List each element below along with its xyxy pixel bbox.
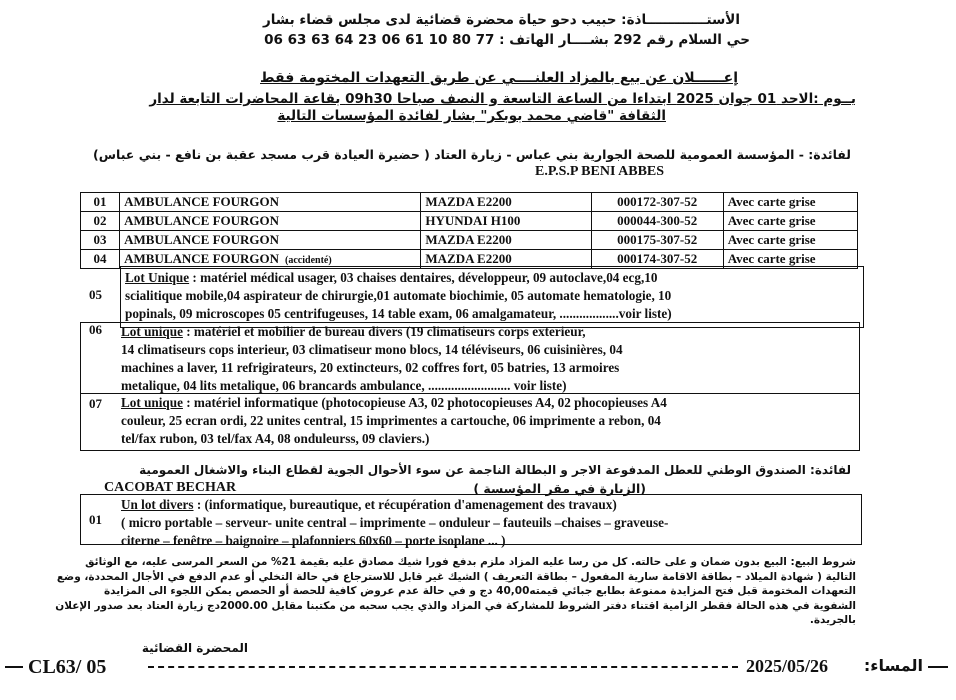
section2-org-code: CACOBAT BECHAR — [104, 480, 237, 495]
lot-heading: Lot unique — [121, 395, 183, 410]
condition-line: الشفوية في هذه الحالة فقطر الزامية اقتناء دفتر الشروط للمشاركة في المزاد والذي يجب سحبه من مكتبنا مقابل 2000.00دج زيارة العتاد بعد صدور الإعلان — [55, 599, 856, 612]
lot-line: tel/fax rubon, 03 tel/fax A4, 08 onduleurss, 09 claviers.) — [121, 431, 430, 446]
lot-line: : matériel et mobilier de bureau divers (19 climatiseurs corps exterieur, — [182, 324, 586, 339]
lot-heading: Lot Unique — [125, 270, 190, 285]
vehicle-row — [81, 231, 858, 250]
vehicle-document-text: Avec carte grise — [727, 194, 816, 209]
lot-line: popinals, 09 microscopes 05 centrifugeuses, 14 table exam, 06 amalgamateur, ..................voir liste) — [125, 306, 672, 321]
announcement-line2: الثقافة "قاضي محمد بوبكر" بشار لفائدة المؤسسات التالية — [277, 108, 666, 124]
vehicle-registration-text: 000044-300-52 — [617, 213, 698, 228]
vehicle-description-text: AMBULANCE FOURGON — [124, 251, 280, 266]
lot-number: 06 — [89, 322, 102, 337]
lot-line: : matériel médical usager, 03 chaises dentaires, développeur, 09 autoclave,04 ecg,10 — [189, 270, 658, 285]
announcement-line1: يــوم :الاحد 01 جوان 2025 ابتداءا من الساعة التاسعة و النصف صباحا 09h30 بقاعة المحاضرات التابعة لدار — [149, 91, 856, 107]
vehicle-description — [120, 193, 421, 212]
condition-line: التالية ( شهادة الميلاد – بطاقة الاقامة سارية المفعول – بطاقة التعريف ) الشيك غير قابل للاسترجاع في حالة التخلي أو عدم الدفع في الأجال المحددة، وضع — [56, 570, 856, 583]
vehicle-brand — [421, 193, 591, 212]
vehicle-description — [120, 231, 421, 250]
vehicle-document-text: Avec carte grise — [727, 232, 816, 247]
vehicle-number-text: 04 — [93, 251, 107, 266]
vehicle-number — [81, 250, 120, 269]
lot-box-05 — [120, 266, 864, 328]
vehicle-brand-text: MAZDA E2200 — [425, 194, 512, 209]
lot-line: scialitique mobile,04 aspirateur de chirurgie,01 automate biochimie, 05 automate hematologie, 10 — [125, 288, 672, 303]
footer-rule-left — [5, 666, 23, 668]
vehicle-brand — [421, 231, 591, 250]
condition-line: بالجريدة. — [809, 614, 856, 626]
vehicle-registration-text: 000175-307-52 — [617, 232, 698, 247]
lot-line: : (informatique, bureautique, et récupération d'amenagement des travaux) — [193, 497, 617, 512]
lawyer-address: حي السلام رقم 292 بشــــار الهاتف : 77 80 10 61 06 23 64 63 63 06 — [264, 32, 750, 48]
footer-rule-right — [928, 666, 948, 668]
lot-line: ( micro portable – serveur- unite central – imprimente – onduleur – fauteuils –chaises – graveuse- — [121, 515, 669, 530]
condition-line: التعهدات المختومة قبل فتح المزايدة ممنوعة بطابع جبائي قيمته40,00 دج و في حالة عدم عروض كافية للحصة أو الحصص يمكن اللجوء الى المزايدة — [103, 585, 856, 597]
footer-date-label: المساء: — [863, 656, 923, 675]
lot-line: couleur, 25 ecran ordi, 22 unites central, 15 imprimentes a cartouche, 06 imprimente a rebon, 04 — [121, 413, 661, 428]
vehicle-brand — [421, 212, 591, 231]
vehicle-document — [723, 231, 857, 250]
vehicle-brand-text: MAZDA E2200 — [425, 251, 512, 266]
vehicle-document-text: Avec carte grise — [727, 213, 816, 228]
condition-line: شروط البيع: البيع بدون ضمان و على حالته. كل من رسا عليه المزاد ملزم بدفع فورا شيك مصادق عليه بقيمة 21% من السعر المرسى عليه، مع الوثائق — [85, 556, 856, 568]
vehicle-number — [81, 231, 120, 250]
lot-line: : matériel informatique (photocopieuse A3, 02 photocopieuses A4, 02 phocopieuses A4 — [182, 395, 667, 410]
vehicle-note: (accidenté) — [285, 255, 332, 266]
vehicle-row — [81, 193, 858, 212]
lot-number: 01 — [89, 512, 102, 527]
announcement-title: إعــــــلان عن بيع بالمزاد العلنــــي عن طريق التعهدات المختومة فقط — [260, 70, 738, 86]
section2-beneficiary: لفائدة: الصندوق الوطني للعطل المدفوعة الاجر و البطالة الناجمة عن سوء الأحوال الجوية لقطاع البناء والاشغال العمومية — [139, 463, 851, 477]
lot-line: 14 climatiseurs cops interieur, 03 climatiseur mono blocs, 14 téléviseurs, 06 cuisinières, 04 — [121, 342, 623, 357]
vehicles-table — [80, 192, 858, 269]
vehicle-number-text: 03 — [93, 232, 107, 247]
lot-number: 05 — [89, 287, 102, 302]
vehicle-number — [81, 193, 120, 212]
section1-org-code: E.P.S.P BENI ABBES — [535, 164, 665, 179]
section1-beneficiary: لفائدة: - المؤسسة العمومية للصحة الجوارية بني عباس - زيارة العتاد ( حضيرة العيادة قرب مسجد عقبة بن نافع - بني عباس) — [93, 147, 851, 162]
vehicle-registration — [591, 193, 723, 212]
vehicle-description-text: AMBULANCE FOURGON — [124, 194, 280, 209]
vehicle-registration — [591, 212, 723, 231]
vehicle-document — [723, 212, 857, 231]
vehicle-registration-text: 000174-307-52 — [617, 251, 698, 266]
lot-number: 07 — [89, 396, 102, 411]
bailiff-signature: المحضرة القضائية — [141, 641, 248, 655]
lot-line: metalique, 04 lits metalique, 06 brancards ambulance, ......................... voir liste) — [121, 378, 567, 393]
lawyer-name: الأستـــــــــــــاذة: حبيب دحو حياة محضرة قضائية لدى مجلس قضاء بشار — [263, 12, 740, 28]
vehicle-document — [723, 193, 857, 212]
lot-heading: Lot unique — [121, 324, 183, 339]
sale-conditions — [55, 555, 856, 628]
lot-heading: Un lot divers — [121, 497, 194, 512]
vehicle-brand-text: HYUNDAI H100 — [425, 213, 521, 228]
vehicle-registration-text: 000172-307-52 — [617, 194, 698, 209]
vehicle-description — [120, 212, 421, 231]
vehicle-brand-text: MAZDA E2200 — [425, 232, 512, 247]
footer-ref: CL63/ 05 — [28, 656, 107, 678]
vehicle-number-text: 02 — [93, 213, 107, 228]
vehicle-description-text: AMBULANCE FOURGON — [124, 232, 280, 247]
vehicle-number — [81, 212, 120, 231]
section2-visit: (الزيارة في مقر المؤسسة ) — [473, 481, 646, 496]
vehicle-document-text: Avec carte grise — [727, 251, 816, 266]
vehicle-number-text: 01 — [93, 194, 107, 209]
lot-line: machines a laver, 11 refrigirateurs, 20 extincteurs, 02 coffres fort, 05 batries, 13 armoires — [121, 360, 620, 375]
vehicle-description-text: AMBULANCE FOURGON — [124, 213, 280, 228]
lot-box-06 — [80, 322, 860, 394]
lot-box-07 — [80, 393, 860, 451]
footer-date: 2025/05/26 — [746, 656, 829, 676]
vehicle-registration — [591, 231, 723, 250]
lot-line: citerne – fenêtre – baignoire – plafonniers 60x60 – porte isoplane ... ) — [121, 533, 506, 548]
footer-rule-mid — [148, 666, 738, 668]
lot-box-cacobat — [80, 494, 862, 548]
vehicle-row — [81, 212, 858, 231]
